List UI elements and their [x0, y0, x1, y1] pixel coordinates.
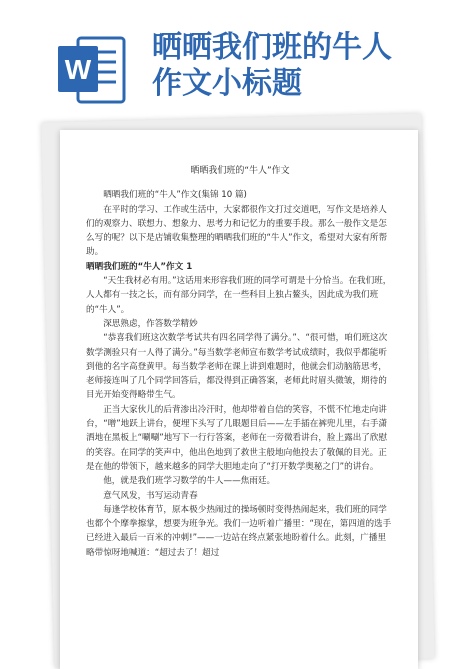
- paragraph: “天生我材必有用。”这话用来形容我们班的同学可谓是十分恰当。在我们班，人人都有一技之长，而有部分同学，在一些科目上独占鳌头，因此成为我们班的“牛人”。: [86, 276, 392, 315]
- word-document-icon: [56, 34, 128, 106]
- paragraph: 晒晒我们班的“牛人”作文(集锦 10 篇): [103, 190, 247, 201]
- page-title: [152, 30, 472, 102]
- paragraph: 在平时的学习、工作或生活中，大家都很作文打过交道吧，写作文是培养人们的观察力、联想力、想象力、思考力和记忆力的重要手段。那么一般作文是怎么写的呢？以下是店铺收集整理的晒晒我们班的“牛人”作文，希望对大家有所帮助。: [86, 204, 388, 258]
- paragraph: 正当大家伙儿的后背渗出冷汗时，他却带着自信的笑容，不慌不忙地走向讲台，“噌”地跃上讲台，便埋下头写了几眼题目后——左手插在裤兜儿里，右手潇洒地在黑板上“唰唰”地写下一行行答案，老师在一旁微看讲台，脸上露出了欣慰的笑容。在同学的笑声中，他出色地到了救世主般地向他投去了敬佩的目光。正是在他的带领下，越来越多的同学大胆地走向了“打开数学奥秘之门”的讲台。: [86, 404, 388, 472]
- paragraph: 每逢学校体育节，原本极少热闹过的操场顿时变得热闹起来，我们班的同学也都个个摩拳擦掌，想要为班争光。我们一边听着广播里：“现在，第四道的选手已经进入最后一百米的冲刺!”——一边站在终点紧张地盼着什么。此刻，广播里略带惊呀地喊道：“超过去了！超过: [86, 504, 392, 558]
- document-title: 晒晒我们班的“牛人”作文: [190, 166, 290, 176]
- header-banner: [0, 0, 474, 130]
- paragraph: “恭喜我们班这次数学考试共有四名同学得了满分。”、“很可惜，咱们班这次数学测验只有一人得了满分。”每当数学老师宣布数学考试成绩时，我似乎都能听到他的名字高登黄甲。每当数学老师在课上讲到难题时，他就会们动脑筋思考，老师接连叫了几个同学回答后，都没得到正确答案，老师此时眉头微皱，期待的目光开始变得略带生气。: [86, 333, 388, 401]
- section-heading: 晒晒我们班的“牛人”作文 1: [86, 261, 193, 272]
- document-preview: [60, 130, 418, 669]
- word-icon-letter: W: [64, 54, 92, 85]
- subheading: 深思熟虑，作答数学精妙: [103, 318, 198, 329]
- subheading: 意气风发，书写运动青春: [103, 490, 198, 501]
- document-body: [86, 164, 394, 560]
- title-line-1: 晒晒我们班的牛人: [152, 30, 392, 65]
- title-line-2: 作文小标题: [152, 66, 302, 101]
- paragraph: 他，就是我们班学习数学的牛人——焦雨廷。: [103, 476, 276, 487]
